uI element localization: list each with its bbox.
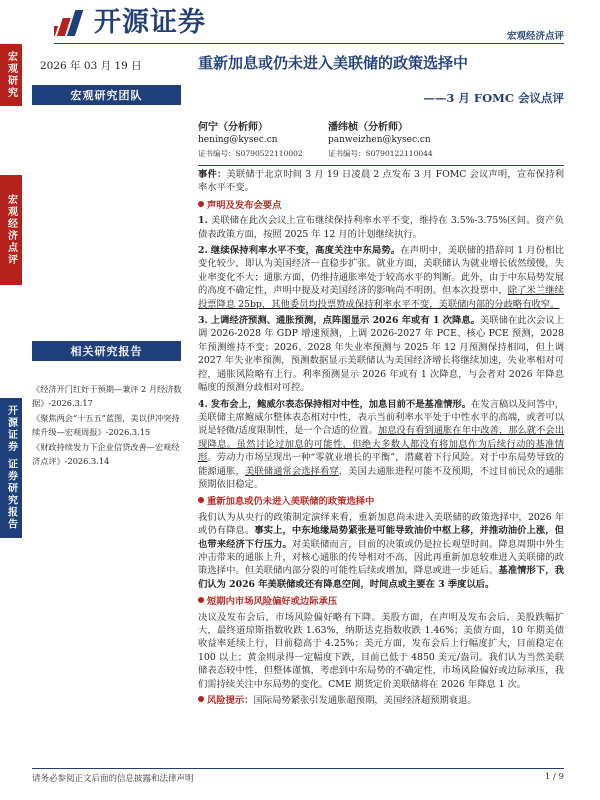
- report-body: [198, 168, 564, 710]
- paragraph: 我们认为从央行的政策制定演绎来看，重新加息尚未进入美联储的政策选择中，2026 年或仍有降息。事实上，中东地缘局势紧张是可能导致油价中枢上移，并推动油价上涨，但也带来经济下行压力。对美联储而言，目前的决策或仍是拉长观望时间。降息周期中外生冲击带来的通胀上升，对核心通胀的传导相对不高，因此再重新加息较难进入美联储的政策选择中。但美联储内部分裂的可能性后续或增加，降息或进一步延后。基准情形下，我们认为 2026 年美联储或还有降息空间，时间点或主要在 3 季度以后。: [198, 511, 564, 590]
- main-divider: [198, 165, 564, 166]
- brand-logo-icon: [54, 8, 90, 38]
- related-report-item[interactable]: 《经济开门红好于预期—兼评 2 月经济数据》-2026.3.17: [32, 384, 182, 408]
- brand-logo: [54, 6, 254, 42]
- analyst-cert: 证书编号：S0790122110044: [328, 149, 433, 158]
- related-report-item[interactable]: 《聚焦两会“十五五”蓝图，美以伊冲突持续升级—宏观周报》-2026.3.15: [32, 413, 180, 437]
- analyst-email[interactable]: hening@kysec.cn: [198, 135, 278, 145]
- related-reports-list: [32, 383, 184, 470]
- analyst-name: 潘纬桢（分析师）: [328, 122, 408, 133]
- side-tab-research: 宏观研究: [0, 44, 22, 106]
- footer-divider: [32, 768, 564, 769]
- page-number: 1 / 9: [544, 772, 564, 782]
- analyst-email[interactable]: panweizhen@kysec.cn: [328, 135, 431, 145]
- analyst-card: [198, 121, 303, 160]
- footer-disclaimer: 请务必参阅正文后面的信息披露和法律声明: [32, 774, 194, 784]
- paragraph: 3. 上调经济预测、通胀预测，点阵图显示 2026 年或有 1 次降息。美联储在此次会议上调 2026-2028 年 GDP 增速预测，上调 2026-2027 年 PCE、核心 PCE 预测，2028 年预测维持不变；2026、2028 年失业率预测与 2025 年 12 月预测保持相同，但上调 2027 年失业率预测，预测数据显示美联储认为美国经济增长将继续加速，失业率相对可控，通胀风险略有上行。利率预测显示 2026 年或有 1 次降息，与会者对 2026 年降息幅度的预测分歧相对可控。: [198, 315, 564, 394]
- related-label: 相关研究报告: [32, 341, 181, 361]
- related-report-item[interactable]: 《财政持续发力下企业信贷改善—宏观经济点评》-2026.3.14: [32, 442, 180, 466]
- report-date: 2026 年 03 月 19 日: [40, 60, 142, 72]
- report-subtitle: ——3 月 FOMC 会议点评: [423, 91, 564, 105]
- section-heading: 重新加息或仍未进入美联储的政策选择中: [198, 495, 564, 508]
- header-divider: [54, 43, 564, 44]
- section-heading: 短期内市场风险偏好或边际承压: [198, 595, 564, 608]
- paragraph: 决议及发布会后，市场风险偏好略有下降。美股方面，在声明及发布会后，美股跌幅扩大，最终道琼斯指数收跌 1.63%，纳斯达克指数收跌 1.46%；美债方面，10 年期美债收益率延续上行，目前稳高于 4.25%；美元方面，发布会后上行幅度扩大，目前稳定在 100 以上；黄金则录得一定幅度下跌，目前已低于 4850 美元/盎司。我们认为当然美联储表态较中性，但整体谨慎，考虑到中东局势的不确定性，市场风险偏好或边际承压，我们需持续关注中东局势的变化。CME 期货定价美联储将在 2026 年降息 1 次。: [198, 611, 564, 690]
- event-paragraph: 事件：美联储于北京时间 3 月 19 日凌晨 2 点发布 3 月 FOMC 会议声明，宣布保持利率水平不变。: [198, 169, 564, 194]
- event-label: 事件：: [198, 169, 227, 180]
- brand-name: 开源证券: [94, 7, 206, 38]
- risk-label: 风险提示：: [198, 695, 254, 706]
- paragraph: 2. 继续保持利率水平不变，高度关注中东局势。在声明中，美联储的措辞同 1 月份相比变化较少，即认为美国经济一直稳步扩张。就业方面，美联储认为就业增长依然缓慢，失业率变化不大；通胀方面，仍维持通胀率处于较高水平的判断。此外，由于中东局势发展的高度不确定性，声明中提及对美国经济的影响尚不明朗。但本次投票中，除了米兰继续投票降息 25bp，其他委员均投票赞成保持利率水平不变，美联储内部的分歧略有收窄。: [198, 245, 564, 310]
- section-heading: 声明及发布会要点: [198, 199, 564, 212]
- side-tab-brand: 开源证券 证券研究报告: [0, 398, 22, 538]
- analyst-card: [328, 121, 433, 160]
- team-label: 宏观研究团队: [32, 85, 181, 105]
- report-category: 宏观经济点评: [506, 31, 564, 42]
- report-title: 重新加息或仍未进入美联储的政策选择中: [198, 54, 469, 72]
- paragraph: 1. 美联储在此次会议上宣布继续保持利率水平不变，维持在 3.5%-3.75%区间。资产负债表政策方面，按照 2025 年 12 月的计划继续执行。: [198, 215, 564, 240]
- risk-paragraph: 风险提示：国际局势紧张引发通胀超预期，美国经济超预期衰退。: [198, 694, 564, 707]
- paragraph: 4. 发布会上，鲍威尔表态保持相对中性，加息目前不是基准情形。在发言稿以及问答中，美联储主席鲍威尔整体表态相对中性，表示当前利率水平处于中性水平的高端，或者可以说是轻微/适度限制性，是一个合适的位置。加息没有看到通胀在年中改善，那么就不会出现降息。虽然讨论过加息的可能性，但绝大多数人都没有将加息作为后续行动的基准情形。劳动力市场呈现出一种“零就业增长的平衡”，潜藏着下行风险。对于中东局势导致的能源通胀，美联储通常会选择看穿，美国去通胀进程可能不及预期，不过目前民众的通胀预期依旧稳定。: [198, 398, 564, 490]
- side-tab-category: 宏观经济点评: [0, 175, 22, 285]
- analyst-name: 何宁（分析师）: [198, 122, 268, 133]
- analyst-cert: 证书编号：S0790522110002: [198, 149, 303, 158]
